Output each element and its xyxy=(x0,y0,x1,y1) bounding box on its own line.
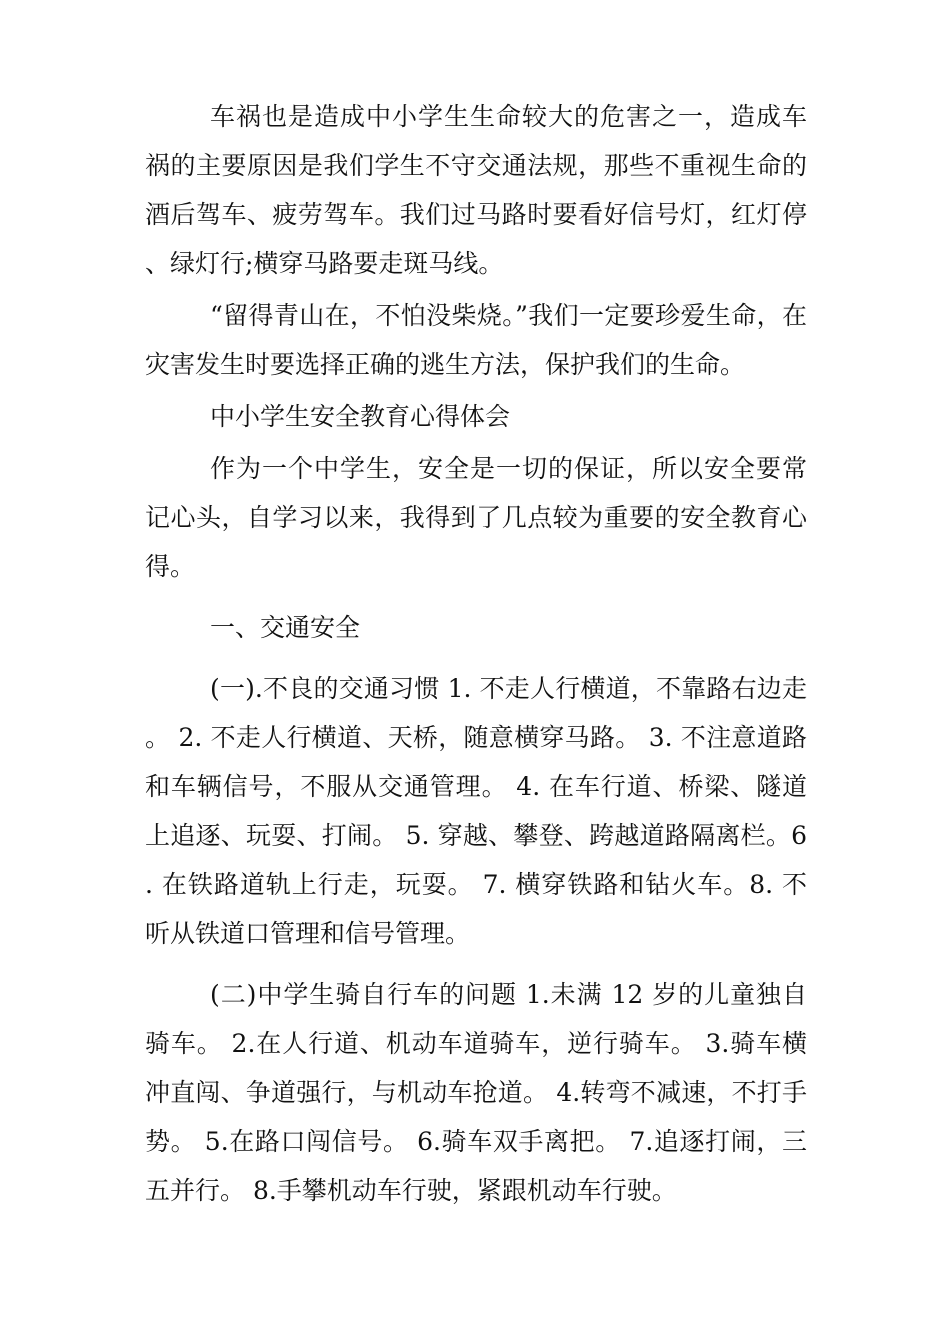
paragraph-bad-traffic-habits: (一).不良的交通习惯 1. 不走人行横道，不靠路右边走。 2. 不走人行横道、天桥，随意横穿马路。 3. 不注意道路和车辆信号，不服从交通管理。 4. 在车行道、桥梁、隧道上追逐、玩耍、打闹。 5. 穿越、攀登、跨越道路隔离栏。6. 在铁路道轨上行走，玩耍。 7. 横穿铁路和钻火车。8. 不听从铁道口管理和信号管理。 xyxy=(145,674,807,948)
document-body xyxy=(145,92,807,1215)
paragraph-cherish-life: “留得青山在，不怕没柴烧。”我们一定要珍爱生命，在灾害发生时要选择正确的逃生方法，保护我们的生命。 xyxy=(145,301,807,379)
paragraph-cycling-problems: (二)中学生骑自行车的问题 1.未满 12 岁的儿童独自骑车。 2.在人行道、机动车道骑车，逆行骑车。 3.骑车横冲直闯、争道强行，与机动车抢道。 4.转弯不减速，不打手势。 5.在路口闯信号。 6.骑车双手离把。 7.追逐打闹，三五并行。 8.手攀机动车行驶，紧跟机动车行驶。 xyxy=(145,980,807,1205)
paragraph-introduction: 作为一个中学生，安全是一切的保证，所以安全要常记心头，自学习以来，我得到了几点较为重要的安全教育心得。 xyxy=(145,454,807,581)
section-title: 中小学生安全教育心得体会 xyxy=(210,402,511,431)
section-heading-traffic-safety: 一、交通安全 xyxy=(210,613,361,642)
paragraph-traffic-accidents: 车祸也是造成中小学生生命较大的危害之一，造成车祸的主要原因是我们学生不守交通法规，那些不重视生命的酒后驾车、疲劳驾车。我们过马路时要看好信号灯，红灯停、绿灯行;横穿马路要走斑马线。 xyxy=(145,102,807,278)
